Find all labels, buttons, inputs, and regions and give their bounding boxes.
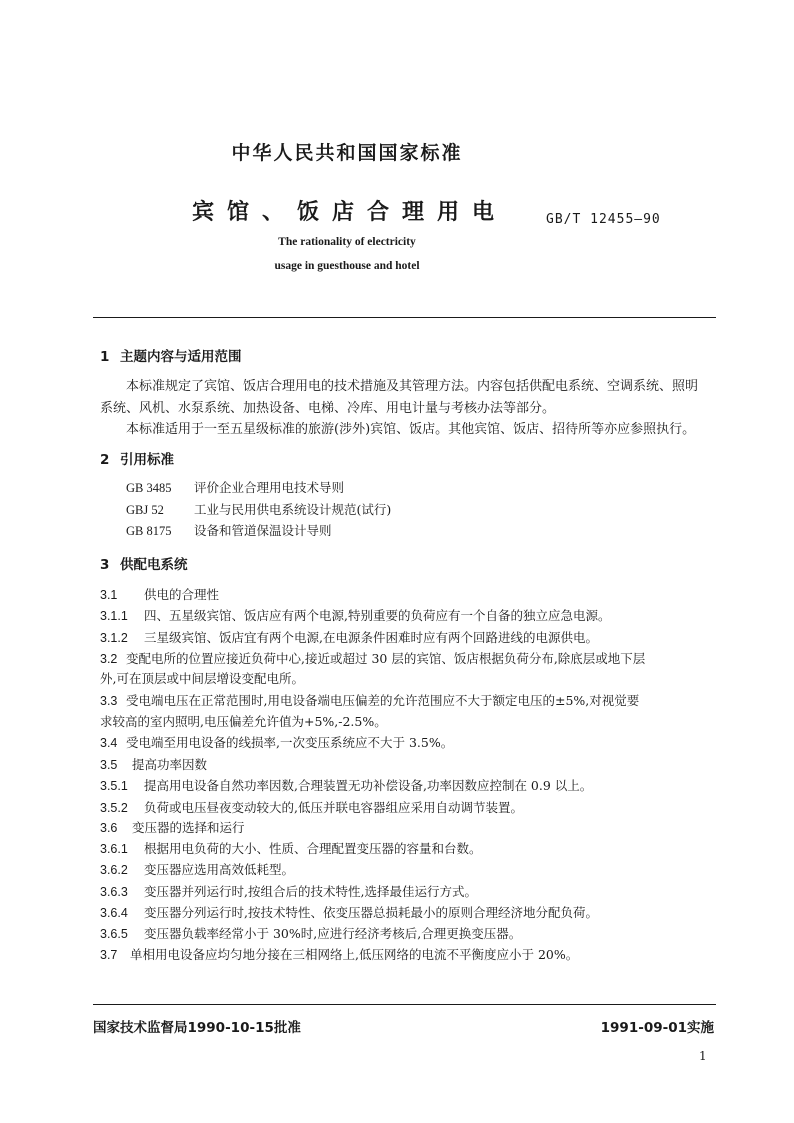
section-number: 1 bbox=[100, 349, 110, 365]
clause-item bbox=[100, 860, 294, 878]
clause-item bbox=[100, 818, 245, 836]
english-title-line1: The rationality of electricity bbox=[278, 236, 416, 248]
approval-date: 国家技术监督局1990-10-15批准 bbox=[93, 1020, 301, 1036]
clause-text: 供电的合理性 bbox=[144, 587, 220, 602]
clause-number: 3.3 bbox=[100, 694, 118, 708]
english-title-line2: usage in guesthouse and hotel bbox=[274, 260, 420, 272]
clause-text: 变压器应选用高效低耗型。 bbox=[144, 862, 295, 877]
clause-item bbox=[100, 798, 523, 816]
header-divider bbox=[93, 317, 716, 318]
footer-divider bbox=[93, 1004, 716, 1005]
clause-text: 求较高的室内照明,电压偏差允许值为+5%,-2.5%。 bbox=[100, 714, 387, 729]
clause-item bbox=[100, 839, 482, 857]
clause-item bbox=[100, 755, 207, 773]
reference-code: GBJ 52 bbox=[126, 503, 164, 517]
section-1-para2: 本标准适用于一至五星级标准的旅游(涉外)宾馆、饭店。其他宾馆、饭店、招待所等亦应参照执行。 bbox=[126, 422, 696, 437]
clause-item bbox=[100, 733, 453, 751]
reference-item bbox=[126, 500, 391, 518]
clause-number: 3.6 bbox=[100, 821, 118, 835]
clause-number: 3.5 bbox=[100, 758, 118, 772]
clause-continuation bbox=[100, 669, 304, 687]
section-title: 引用标准 bbox=[120, 452, 174, 468]
clause-number: 3.1 bbox=[100, 588, 118, 602]
clause-number: 3.1.2 bbox=[100, 631, 128, 645]
section-2-heading bbox=[100, 448, 174, 468]
clause-text: 变配电所的位置应接近负荷中心,接近或超过 30 层的宾馆、饭店根据负荷分布,除底层或地下层 bbox=[126, 651, 646, 666]
clause-number: 3.6.3 bbox=[100, 885, 128, 899]
clause-text: 根据用电负荷的大小、性质、合理配置变压器的容量和台数。 bbox=[144, 841, 482, 856]
clause-text: 三星级宾馆、饭店宜有两个电源,在电源条件困难时应有两个回路进线的电源供电。 bbox=[144, 630, 598, 645]
clause-number: 3.2 bbox=[100, 652, 118, 666]
clause-text: 提高功率因数 bbox=[132, 757, 208, 772]
clause-item bbox=[100, 585, 219, 603]
clause-number: 3.6.5 bbox=[100, 927, 128, 941]
reference-item bbox=[126, 478, 344, 496]
standard-number: GB/T 12455—90 bbox=[546, 212, 661, 227]
section-title: 供配电系统 bbox=[120, 557, 188, 573]
reference-title: 设备和管道保温设计导则 bbox=[194, 523, 332, 538]
reference-code: GB 8175 bbox=[126, 524, 172, 538]
clause-number: 3.4 bbox=[100, 736, 118, 750]
reference-code: GB 3485 bbox=[126, 481, 172, 495]
clause-number: 3.1.1 bbox=[100, 609, 128, 623]
clause-text: 四、五星级宾馆、饭店应有两个电源,特别重要的负荷应有一个自备的独立应急电源。 bbox=[144, 608, 611, 623]
clause-text: 负荷或电压昼夜变动较大的,低压并联电容器组应采用自动调节装置。 bbox=[144, 800, 523, 815]
clause-text: 受电端电压在正常范围时,用电设备端电压偏差的允许范围应不大于额定电压的±5%,对视觉要 bbox=[126, 693, 640, 708]
clause-number: 3.6.1 bbox=[100, 842, 128, 856]
clause-item bbox=[100, 776, 592, 794]
clause-item bbox=[100, 628, 598, 646]
clause-number: 3.5.1 bbox=[100, 779, 128, 793]
clause-text: 外,可在顶层或中间层增设变配电所。 bbox=[100, 671, 304, 686]
clause-text: 受电端至用电设备的线损率,一次变压系统应不大于 3.5%。 bbox=[126, 735, 454, 750]
clause-item bbox=[100, 882, 477, 900]
reference-title: 工业与民用供电系统设计规范(试行) bbox=[194, 502, 392, 517]
clause-number: 3.6.4 bbox=[100, 906, 128, 920]
clause-item bbox=[100, 606, 610, 624]
standard-title: 宾馆、饭店合理用电 bbox=[192, 200, 508, 225]
clause-number: 3.7 bbox=[100, 948, 118, 962]
section-title: 主题内容与适用范围 bbox=[120, 349, 242, 365]
clause-item bbox=[100, 649, 645, 667]
clause-number: 3.6.2 bbox=[100, 863, 128, 877]
clause-text: 提高用电设备自然功率因数,合理装置无功补偿设备,功率因数应控制在 0.9 以上。 bbox=[144, 778, 593, 793]
reference-title: 评价企业合理用电技术导则 bbox=[194, 480, 345, 495]
section-1-heading bbox=[100, 345, 242, 365]
section-number: 3 bbox=[100, 557, 110, 573]
clause-item bbox=[100, 945, 578, 963]
clause-text: 变压器负载率经常小于 30%时,应进行经济考核后,合理更换变压器。 bbox=[144, 926, 522, 941]
clause-continuation bbox=[100, 712, 387, 730]
section-3-heading bbox=[100, 553, 188, 573]
national-standard-heading: 中华人民共和国国家标准 bbox=[231, 142, 463, 164]
section-1-para1-line2: 系统、风机、水泵系统、加热设备、电梯、冷库、用电计量与考核办法等部分。 bbox=[100, 401, 556, 416]
reference-item bbox=[126, 521, 332, 539]
section-number: 2 bbox=[100, 452, 110, 468]
clause-text: 单相用电设备应均匀地分接在三相网络上,低压网络的电流不平衡度应小于 20%。 bbox=[130, 947, 579, 962]
effective-date: 1991-09-01实施 bbox=[600, 1020, 714, 1036]
clause-item bbox=[100, 903, 598, 921]
clause-text: 变压器的选择和运行 bbox=[132, 820, 245, 835]
clause-item bbox=[100, 924, 521, 942]
clause-text: 变压器并列运行时,按组合后的技术特性,选择最佳运行方式。 bbox=[144, 884, 477, 899]
clause-item bbox=[100, 691, 639, 709]
clause-text: 变压器分列运行时,按技术特性、依变压器总损耗最小的原则合理经济地分配负荷。 bbox=[144, 905, 598, 920]
page-number: 1 bbox=[699, 1049, 707, 1063]
section-1-para1-line1: 本标准规定了宾馆、饭店合理用电的技术措施及其管理方法。内容包括供配电系统、空调系统、照明 bbox=[126, 379, 699, 394]
clause-number: 3.5.2 bbox=[100, 801, 128, 815]
